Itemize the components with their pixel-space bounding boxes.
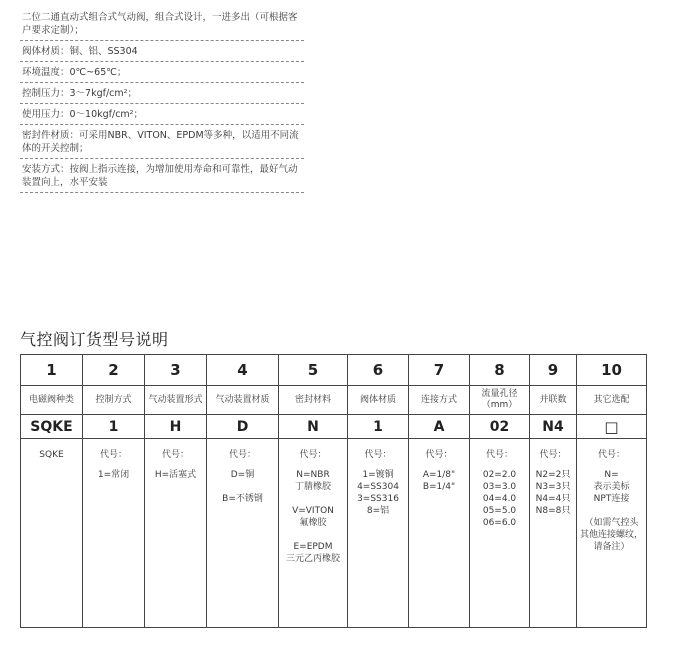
option-line: 1=镀铜 — [362, 470, 394, 480]
spec-item-body-material: 阀体材质：铜、铝、SS304 — [20, 43, 304, 62]
col-number-7: 7 — [409, 355, 470, 386]
header-connection: 连接方式 — [409, 386, 470, 415]
spec-item-installation: 安装方式：按阀上指示连接，为增加使用寿命和可靠性，最好气动装置向上，水平安装 — [20, 161, 304, 193]
option-line: 3=SS316 — [357, 494, 399, 504]
option-line: E=EPDM — [293, 542, 333, 552]
option-line: 三元乙丙橡胶 — [285, 554, 340, 564]
col-number-9: 9 — [530, 355, 577, 386]
col-number-8: 8 — [470, 355, 530, 386]
header-body-material: 阀体材质 — [348, 386, 409, 415]
code-valve-type: SQKE — [21, 415, 83, 439]
code-label: 代号： — [99, 450, 127, 460]
table-row-example-code — [21, 415, 647, 439]
col-number-2: 2 — [83, 355, 145, 386]
header-orifice-unit: （mm） — [481, 400, 518, 410]
option-line: N=NBR — [296, 470, 330, 480]
code-label: 代号： — [228, 450, 256, 460]
option-line: 表示美标 — [593, 482, 630, 492]
order-code-table — [20, 354, 647, 628]
code-connection: A — [409, 415, 470, 439]
option-line: B=不锈钢 — [222, 494, 263, 504]
table-row-headers — [21, 386, 647, 415]
option-line: 02=2.0 — [482, 470, 517, 480]
header-actuator-type: 气动装置形式 — [145, 386, 207, 415]
option-line: D=铜 — [230, 470, 255, 480]
code-actuator-material: D — [207, 415, 279, 439]
table-row-options — [21, 439, 647, 628]
spec-item-control-pressure: 控制压力：3～7kgf/cm²； — [20, 85, 304, 104]
option-line: 请备注） — [593, 542, 630, 552]
option-line: SQKE — [39, 450, 64, 460]
code-label: 代号： — [597, 450, 625, 460]
option-line: 丁腈橡胶 — [294, 482, 331, 492]
header-actuator-material: 气动装置材质 — [207, 386, 279, 415]
code-actuator-type: H — [145, 415, 207, 439]
options-body-material — [348, 439, 409, 628]
spec-item-ambient-temp: 环境温度：0℃~65℃； — [20, 64, 304, 83]
option-line: H=活塞式 — [154, 470, 197, 480]
options-connection — [409, 439, 470, 628]
col-number-6: 6 — [348, 355, 409, 386]
options-control-mode — [83, 439, 145, 628]
options-parallel-count — [530, 439, 577, 628]
header-other-options: 其它选配 — [577, 386, 647, 415]
code-body-material: 1 — [348, 415, 409, 439]
option-line: N8=8只 — [535, 506, 571, 516]
option-line: 03=3.0 — [482, 482, 517, 492]
option-line: 氟橡胶 — [299, 518, 327, 528]
spec-item-seal-material: 密封件材质：可采用NBR、VITON、EPDM等多种，以适用不同流体的开关控制； — [20, 127, 304, 159]
options-other — [577, 439, 647, 628]
option-line: N= — [604, 470, 619, 480]
code-label: 代号： — [161, 450, 189, 460]
col-number-10: 10 — [577, 355, 647, 386]
code-label: 代号： — [485, 450, 513, 460]
code-parallel-count: N4 — [530, 415, 577, 439]
code-other-options: □ — [577, 415, 647, 439]
options-actuator-material — [207, 439, 279, 628]
code-orifice: 02 — [470, 415, 530, 439]
option-line: B=1/4" — [422, 482, 456, 492]
option-line: A=1/8" — [422, 470, 456, 480]
options-seal-material — [279, 439, 348, 628]
spec-item-design: 二位二通直动式组合式气动阀，组合式设计，一进多出（可根据客户要求定制）； — [20, 9, 304, 41]
option-line: 05=5.0 — [482, 506, 517, 516]
code-label: 代号： — [425, 450, 453, 460]
col-number-5: 5 — [279, 355, 348, 386]
table-row-numbers — [21, 355, 647, 386]
options-actuator-type — [145, 439, 207, 628]
spec-list — [20, 9, 304, 195]
options-valve-type — [21, 439, 83, 628]
option-line: 4=SS304 — [357, 482, 399, 492]
header-control-mode: 控制方式 — [83, 386, 145, 415]
header-orifice — [470, 386, 530, 415]
option-line: N3=3只 — [535, 482, 571, 492]
header-seal-material: 密封材料 — [279, 386, 348, 415]
option-line: NPT连接 — [593, 494, 630, 504]
header-orifice-label: 流量孔径 — [481, 389, 518, 399]
code-label: 代号： — [299, 450, 327, 460]
code-control-mode: 1 — [83, 415, 145, 439]
option-line: 8=铝 — [366, 506, 390, 516]
col-number-4: 4 — [207, 355, 279, 386]
code-seal-material: N — [279, 415, 348, 439]
option-line: 1=常闭 — [97, 470, 130, 480]
header-valve-type: 电磁阀种类 — [21, 386, 83, 415]
option-line: 其他连接螺纹， — [579, 530, 643, 540]
option-line: 06=6.0 — [482, 518, 517, 528]
spec-item-working-pressure: 使用压力：0～10kgf/cm²； — [20, 106, 304, 125]
option-line: 04=4.0 — [482, 494, 517, 504]
section-title: 气控阀订货型号说明 — [20, 330, 169, 349]
options-orifice — [470, 439, 530, 628]
code-label: 代号： — [539, 450, 567, 460]
col-number-1: 1 — [21, 355, 83, 386]
code-label: 代号： — [364, 450, 392, 460]
header-parallel-count: 并联数 — [530, 386, 577, 415]
option-line: N4=4只 — [535, 494, 571, 504]
option-line: （如需气控头 — [584, 518, 639, 528]
option-line: N2=2只 — [535, 470, 571, 480]
option-line: V=VITON — [292, 506, 334, 516]
col-number-3: 3 — [145, 355, 207, 386]
